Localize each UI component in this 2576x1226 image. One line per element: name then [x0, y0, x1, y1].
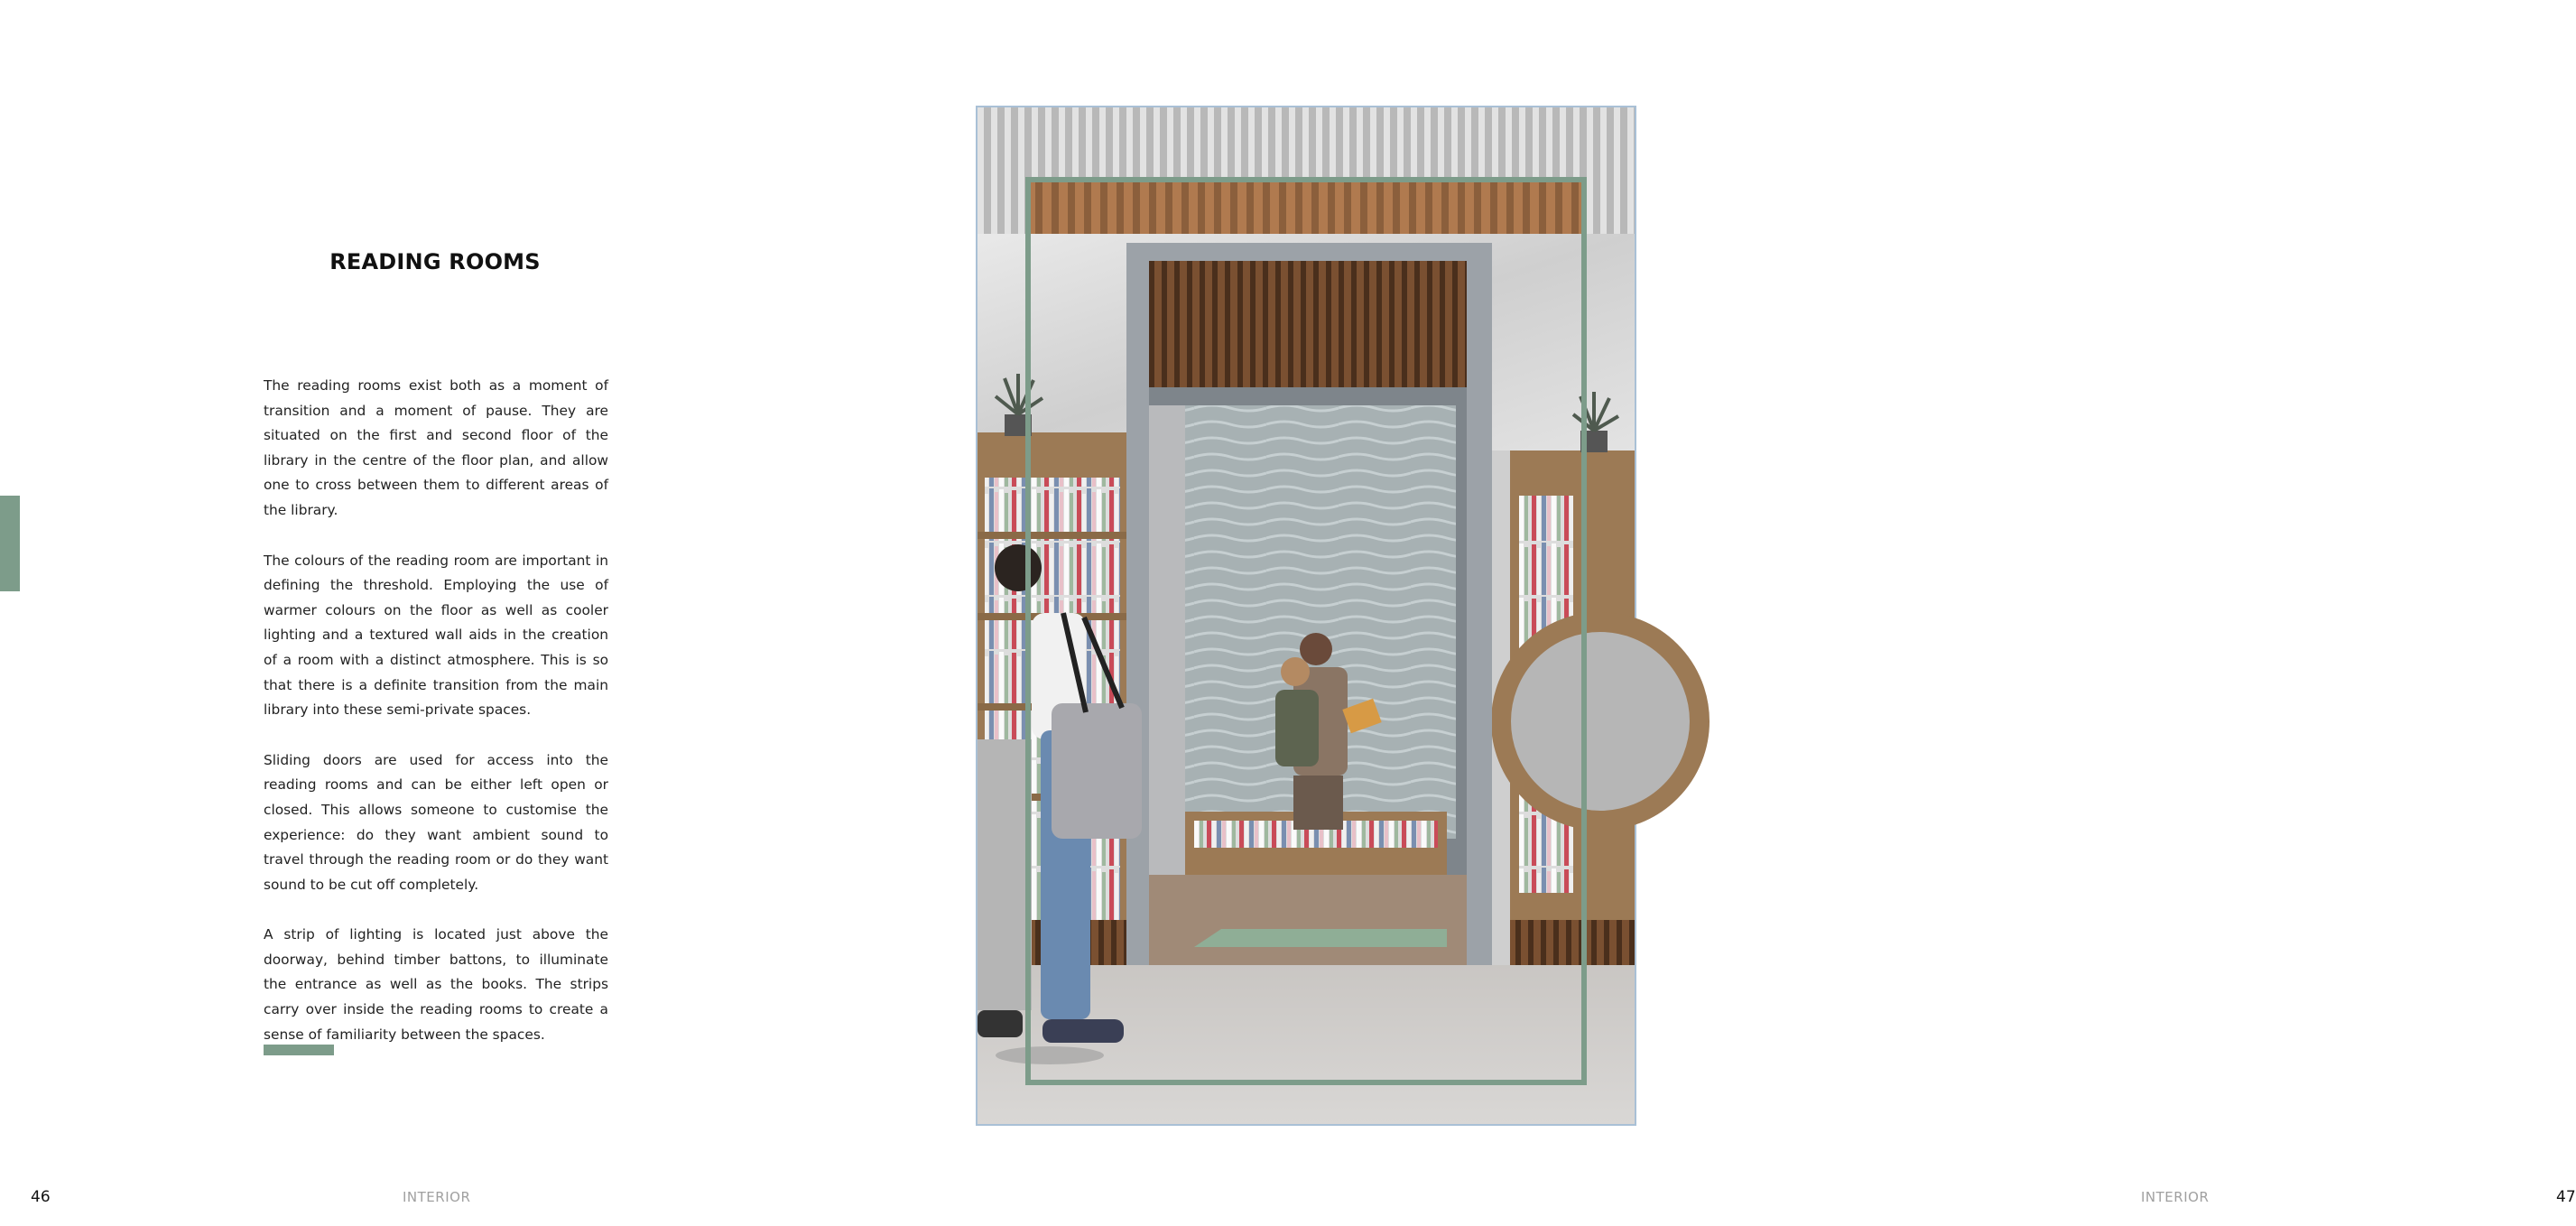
paragraph-3: Sliding doors are used for access into the reading rooms and can be either left open or closed. This allows someone to customise the experience: do they want ambient sound to travel through the reading room or do they want sound to be cut off completely. [264, 751, 608, 893]
page-number-right: 47 [2556, 1188, 2576, 1206]
paragraph-2: The colours of the reading room are important in defining the threshold. Employing the use of warmer colours on the floor as well as cooler lighting and a textured wall aids in the creation of a room with a distinct atmosphere. This is so that there is a definite transition from the main library into these semi-private spaces. [264, 552, 608, 719]
paragraph-4: A strip of lighting is located just above the doorway, behind timber battons, to illuminate the entrance as well as the books. The strips carry over inside the reading rooms to create a sense of familiarity between the spaces. [264, 926, 608, 1043]
running-footer-right: INTERIOR [2141, 1189, 2210, 1205]
left-page [0, 0, 866, 1226]
reading-room-render [976, 106, 1636, 1126]
paragraph-1: The reading rooms exist both as a moment of transition and a moment of pause. They are situated on the first and second floor of the library in the centre of the floor plan, and allow one to cross between them to different areas of the library. [264, 377, 608, 518]
accent-bar [264, 1045, 334, 1055]
body-text [264, 374, 608, 1073]
section-tab-marker [0, 496, 20, 591]
page-title: READING ROOMS [329, 249, 541, 274]
page-number-left: 46 [31, 1188, 51, 1206]
render-illustration [978, 107, 1635, 1124]
running-footer-left: INTERIOR [403, 1189, 471, 1205]
